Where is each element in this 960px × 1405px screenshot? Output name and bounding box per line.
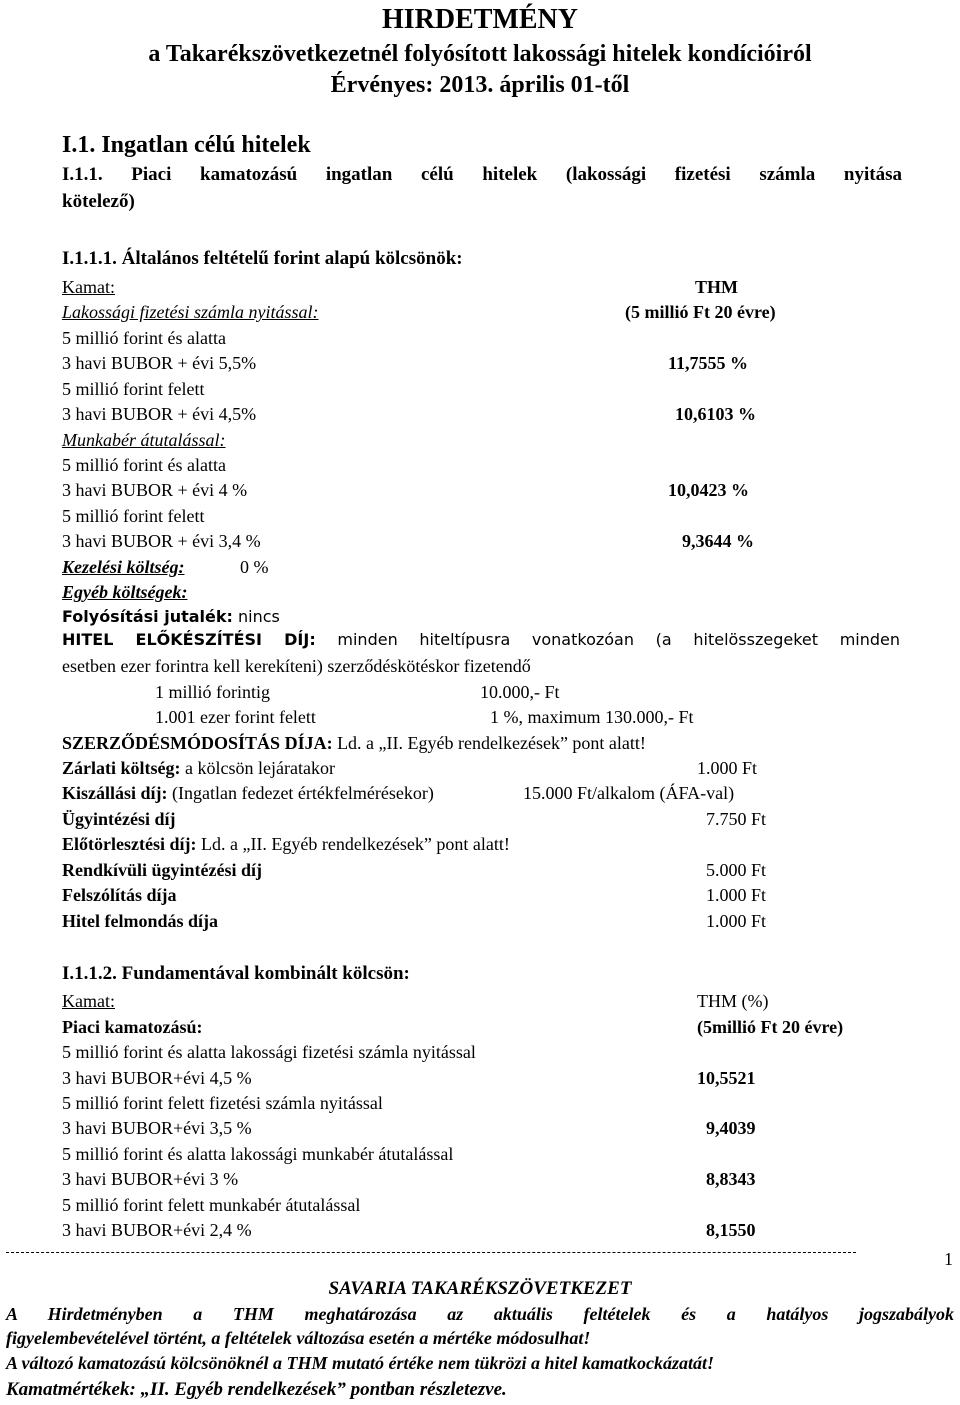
condition-row: 5 millió forint felett bbox=[62, 379, 205, 399]
footer-note-1-cont: figyelembevételével történt, a feltételek változása esetén a mértéke módosulhat! bbox=[6, 1328, 591, 1348]
ugyintezesi-value: 7.750 Ft bbox=[706, 809, 767, 829]
rate-row: 3 havi BUBOR+évi 2,4 % bbox=[62, 1220, 252, 1240]
thm-value: 8,8343 bbox=[706, 1169, 756, 1189]
folyositasi-value: nincs bbox=[238, 607, 280, 626]
felszolitas-label: Felszólítás díja bbox=[62, 885, 177, 905]
egyeb-label: Egyéb költségek: bbox=[62, 582, 188, 602]
hitel-elo-text: minden hiteltípusra vonatkozóan (a hitelösszegeket minden bbox=[337, 630, 901, 649]
footer-note-2: A változó kamatozású kölcsönöknél a THM mutató értéke nem tükrözi a hitel kamatkockázatát! bbox=[6, 1353, 715, 1373]
footer-divider bbox=[6, 1252, 856, 1253]
kezelesi-value: 0 % bbox=[240, 557, 269, 577]
fee1-label: 1 millió forintig bbox=[155, 682, 270, 702]
rate-row: 3 havi BUBOR + évi 4,5% bbox=[62, 404, 257, 424]
ugyintezesi-label: Ügyintézési díj bbox=[62, 809, 176, 829]
thm-value: 11,7555 % bbox=[668, 353, 749, 373]
condition-row: 5 millió forint és alatta bbox=[62, 328, 226, 348]
condition-row: 5 millió forint felett munkabér átutalással bbox=[62, 1195, 361, 1215]
kamat-label-2: Kamat: bbox=[62, 991, 115, 1011]
section-heading-i1: I.1. Ingatlan célú hitelek bbox=[62, 132, 311, 158]
rendkivuli-label: Rendkívüli ügyintézési díj bbox=[62, 860, 263, 880]
condition-row: 5 millió forint felett bbox=[62, 506, 205, 526]
kiszallasi-text: (Ingatlan fedezet értékfelmérésekor) bbox=[172, 783, 434, 803]
zarlati-text: a kölcsön lejáratakor bbox=[185, 758, 335, 778]
kiszallasi-row bbox=[62, 784, 434, 802]
felmondas-label: Hitel felmondás díja bbox=[62, 911, 218, 931]
thm-label: THM bbox=[695, 277, 738, 297]
piaci-label: Piaci kamatozású: bbox=[62, 1017, 203, 1037]
company-name: SAVARIA TAKARÉKSZÖVETKEZET bbox=[328, 1278, 632, 1299]
section-heading-i111: I.1.1.1. Általános feltételű forint alapú kölcsönök: bbox=[62, 248, 463, 269]
munkaber-label: Munkabér átutalással: bbox=[62, 430, 226, 450]
section-heading-i11: I.1.1. Piaci kamatozású ingatlan célú hitelek (lakossági fizetési számla nyitása bbox=[62, 164, 902, 185]
thm-note: (5 millió Ft 20 évre) bbox=[625, 302, 776, 322]
hitel-elo-row bbox=[62, 632, 900, 648]
kiszallasi-value: 15.000 Ft/alkalom (ÁFA-val) bbox=[523, 783, 735, 803]
kiszallasi-label: Kiszállási díj: bbox=[62, 783, 168, 803]
folyositasi-row bbox=[62, 609, 280, 625]
hitel-elo-label: HITEL ELŐKÉSZÍTÉSI DÍJ: bbox=[62, 630, 316, 649]
rate-row: 3 havi BUBOR+évi 3 % bbox=[62, 1169, 239, 1189]
szerz-label: SZERZŐDÉSMÓDOSÍTÁS DÍJA: bbox=[62, 733, 333, 753]
condition-row: 5 millió forint és alatta lakossági fizetési számla nyitással bbox=[62, 1042, 476, 1062]
thm-value: 10,5521 bbox=[697, 1068, 756, 1088]
page-title: HIRDETMÉNY bbox=[381, 4, 578, 35]
thm-value: 9,4039 bbox=[706, 1118, 756, 1138]
zarlati-value: 1.000 Ft bbox=[697, 758, 758, 778]
valid-from: Érvényes: 2013. április 01-től bbox=[330, 72, 630, 98]
thm-value: 9,3644 % bbox=[682, 531, 754, 551]
footer-note-1: A Hirdetményben a THM meghatározása az aktuális feltételek és a hatályos jogszabályok bbox=[6, 1304, 954, 1324]
thm-value: 10,0423 % bbox=[668, 480, 749, 500]
thm-note-2: (5millió Ft 20 évre) bbox=[697, 1017, 844, 1037]
zarlati-row bbox=[62, 759, 335, 777]
elotorlesztesi-label: Előtörlesztési díj: bbox=[62, 834, 197, 854]
condition-row: 5 millió forint és alatta bbox=[62, 455, 226, 475]
fee1-value: 10.000,- Ft bbox=[480, 682, 560, 702]
footer-note-3: Kamatmértékek: „II. Egyéb rendelkezések” pontban részletezve. bbox=[6, 1379, 507, 1400]
rate-row: 3 havi BUBOR + évi 4 % bbox=[62, 480, 248, 500]
felszolitas-value: 1.000 Ft bbox=[706, 885, 767, 905]
rate-row: 3 havi BUBOR + évi 5,5% bbox=[62, 353, 257, 373]
hitel-elo-text-cont: esetben ezer forintra kell kerekíteni) szerződéskötéskor fizetendő bbox=[62, 656, 531, 676]
thm-label-2: THM (%) bbox=[697, 991, 769, 1011]
elotorlesztesi-text: Ld. a „II. Egyéb rendelkezések” pont alatt! bbox=[200, 834, 510, 854]
elotorlesztesi-row bbox=[62, 835, 510, 853]
kezelesi-label: Kezelési költség: bbox=[62, 557, 185, 577]
condition-row: 5 millió forint és alatta lakossági munkabér átutalással bbox=[62, 1144, 454, 1164]
felmondas-value: 1.000 Ft bbox=[706, 911, 767, 931]
szerz-text: Ld. a „II. Egyéb rendelkezések” pont alatt! bbox=[337, 733, 646, 753]
page-number: 1 bbox=[944, 1249, 953, 1269]
thm-value: 10,6103 % bbox=[675, 404, 756, 424]
fee2-value: 1 %, maximum 130.000,- Ft bbox=[490, 707, 694, 727]
zarlati-label: Zárlati költség: bbox=[62, 758, 181, 778]
kamat-label: Kamat: bbox=[62, 277, 115, 297]
folyositasi-label: Folyósítási jutalék: bbox=[62, 607, 233, 626]
rendkivuli-value: 5.000 Ft bbox=[706, 860, 767, 880]
section-heading-i112: I.1.1.2. Fundamentával kombinált kölcsön: bbox=[62, 963, 410, 984]
rate-row: 3 havi BUBOR + évi 3,4 % bbox=[62, 531, 261, 551]
condition-row: 5 millió forint felett fizetési számla nyitással bbox=[62, 1093, 383, 1113]
page-subtitle: a Takarékszövetkezetnél folyósított lakossági hitelek kondícióiról bbox=[148, 41, 812, 67]
thm-value: 8,1550 bbox=[706, 1220, 756, 1240]
lakossagi-label: Lakossági fizetési számla nyitással: bbox=[62, 302, 319, 322]
rate-row: 3 havi BUBOR+évi 4,5 % bbox=[62, 1068, 252, 1088]
szerz-row bbox=[62, 734, 646, 752]
section-heading-i11-cont: kötelező) bbox=[62, 191, 135, 212]
rate-row: 3 havi BUBOR+évi 3,5 % bbox=[62, 1118, 252, 1138]
fee2-label: 1.001 ezer forint felett bbox=[155, 707, 316, 727]
